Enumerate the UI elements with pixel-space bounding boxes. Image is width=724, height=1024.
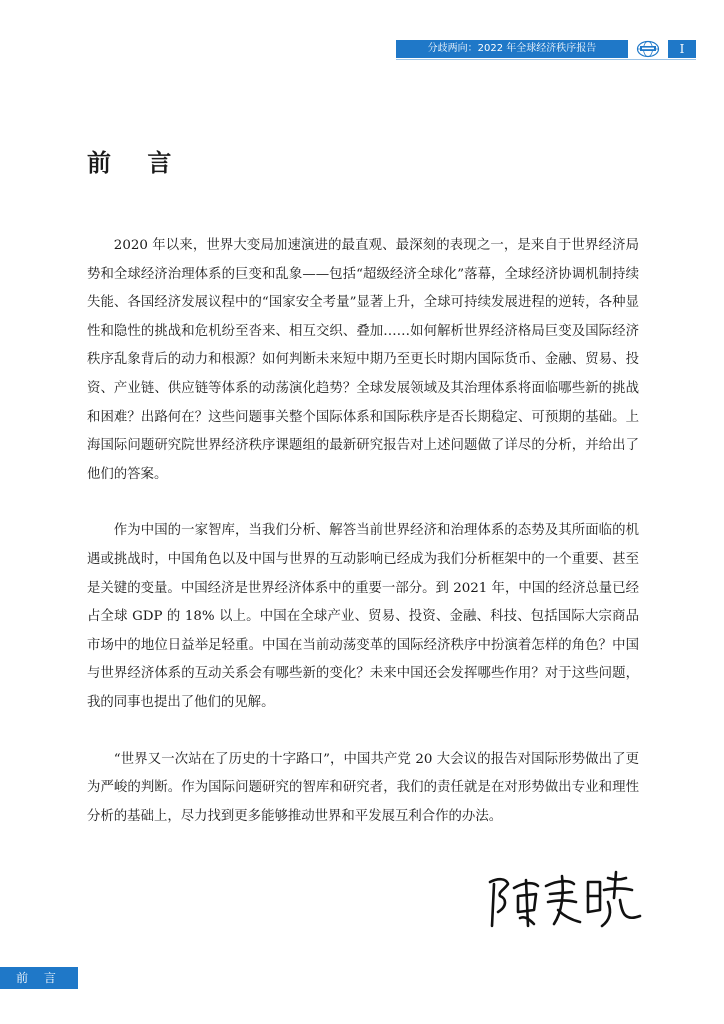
page-title: 前 言 — [87, 148, 186, 177]
paragraph-3: “世界又一次站在了历史的十字路口”，中国共产党 20 大会议的报告对国际形势做出了更为严峻的判断。作为国际问题研究的智库和研究者，我们的责任就是在对形势做出专业和理性分析的基础上，尽力找到更多能够推动世界和平发展互利合作的办法。 — [87, 751, 639, 824]
handwritten-signature-icon — [484, 866, 644, 930]
footer-section-label: 前 言 — [0, 967, 78, 989]
body-text — [87, 232, 639, 831]
paragraph-1: 2020 年以来，世界大变局加速演进的最直观、最深刻的表现之一，是来自于世界经济局势和全球经济治理体系的巨变和乱象——包括“超级经济全球化”落幕，全球经济协调机制持续失能、各国经济发展议程中的“国家安全考量”显著上升，全球可持续发展进程的逆转，各种显性和隐性的挑战和危机纷至沓来、相互交织、叠加……如何解析世界经济格局巨变及国际经济秩序乱象背后的动力和根源？如何判断未来短中期乃至更长时期内国际货币、金融、贸易、投资、产业链、供应链等体系的动荡演化趋势？全球发展领域及其治理体系将面临哪些新的挑战和困难？出路何在？这些问题事关整个国际体系和国际秩序是否长期稳定、可预期的基础。上海国际问题研究院世界经济秩序课题组的最新研究报告对上述问题做了详尽的分析，并给出了他们的答案。 — [87, 238, 639, 482]
running-header-title: 分歧两向：2022 年全球经济秩序报告 — [396, 40, 628, 58]
paragraph-2: 作为中国的一家智库，当我们分析、解答当前世界经济和治理体系的态势及其所面临的机遇或挑战时，中国角色以及中国与世界的互动影响已经成为我们分析框架中的一个重要、甚至是关键的变量。中国经济是世界经济体系中的重要一部分。到 2021 年，中国的经济总量已经占全球 GDP 的 18% 以上。中国在全球产业、贸易、投资、金融、科技、包括国际大宗商品市场中的地位日益举足轻重。中国在当前动荡变革的国际经济秩序中扮演着怎样的角色？中国与世界经济体系的互动关系会有哪些新的变化？未来中国还会发挥哪些作用？对于这些问题，我的同事也提出了他们的见解。 — [87, 523, 639, 710]
header-rule — [396, 59, 696, 60]
page-number: I — [668, 40, 696, 58]
institute-globe-logo-icon — [636, 40, 660, 58]
